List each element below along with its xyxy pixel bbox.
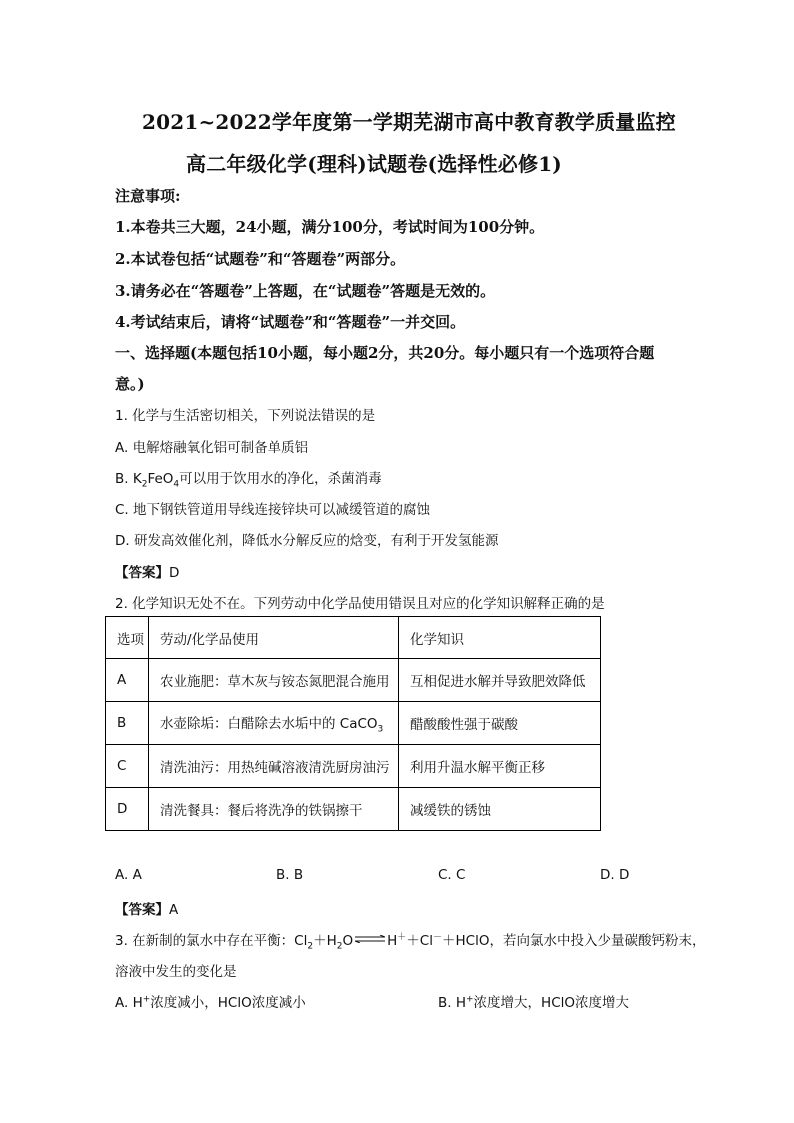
table-row bbox=[106, 788, 601, 831]
q3-stem-line2: 溶液中发生的变化是 bbox=[115, 964, 237, 980]
section1-heading-line2: 意。) bbox=[115, 375, 145, 393]
header-cell: 选项 bbox=[106, 617, 149, 659]
q2-answer: 【答案】A bbox=[115, 902, 179, 918]
title-line-1: 2021~2022学年度第一学期芜湖市高中教育教学质量监控 bbox=[142, 110, 676, 134]
notice-1: 1.本卷共三大题，24小题，满分100分，考试时间为100分钟。 bbox=[115, 218, 545, 236]
q1-option-a: A. 电解熔融氧化铝可制备单质铝 bbox=[115, 440, 309, 456]
notice-heading: 注意事项: bbox=[115, 187, 181, 205]
option-cell: B bbox=[106, 702, 149, 745]
q2-choice-a: A. A bbox=[115, 867, 142, 883]
table-row bbox=[106, 702, 601, 745]
usage-cell: 农业施肥：草木灰与铵态氮肥混合施用 bbox=[149, 659, 399, 702]
knowledge-cell: 醋酸酸性强于碳酸 bbox=[399, 702, 601, 745]
q1-answer: 【答案】D bbox=[115, 565, 180, 581]
equilibrium-arrow-icon bbox=[355, 935, 385, 943]
q3-stem-line1: 3. 在新制的氯水中存在平衡：$Cl_2+H_2O$ H＋＋Cl－＋HClO，若向氯水中投入少量碳酸钙粉末， bbox=[115, 932, 706, 952]
notice-2: 2.本试卷包括“试题卷”和“答题卷”两部分。 bbox=[115, 250, 406, 268]
q3-option-b: B. H+浓度增大，HClO浓度增大 bbox=[438, 994, 630, 1011]
knowledge-cell: 利用升温水解平衡正移 bbox=[399, 745, 601, 788]
notice-3: 3.请务必在“答题卷”上答题，在“试题卷”答题是无效的。 bbox=[115, 282, 496, 300]
q1-stem: 1. 化学与生活密切相关，下列说法错误的是 bbox=[115, 408, 376, 424]
usage-cell: 清洗餐具：餐后将洗净的铁锅擦干 bbox=[149, 788, 399, 831]
header-cell: 化学知识 bbox=[399, 617, 601, 659]
knowledge-cell: 减缓铁的锈蚀 bbox=[399, 788, 601, 831]
q2-choice-d: D. D bbox=[600, 867, 630, 883]
q1-option-b: B. $K_2FeO_4$可以用于饮用水的净化，杀菌消毒 bbox=[115, 471, 382, 490]
q2-choice-c: C. C bbox=[438, 867, 466, 883]
title-line-2: 高二年级化学(理科)试题卷(选择性必修1) bbox=[186, 152, 562, 176]
usage-cell: 清洗油污：用热纯碱溶液清洗厨房油污 bbox=[149, 745, 399, 788]
q2-choice-b: B. B bbox=[276, 867, 304, 883]
q2-table bbox=[105, 616, 601, 831]
q1-option-c: C. 地下钢铁管道用导线连接锌块可以减缓管道的腐蚀 bbox=[115, 502, 431, 518]
header-cell: 劳动/化学品使用 bbox=[149, 617, 399, 659]
usage-cell: 水壶除垢：白醋除去水垢中的 CaCO$_3$ bbox=[149, 702, 399, 745]
table-row bbox=[106, 659, 601, 702]
notice-4: 4.考试结束后，请将“试题卷”和“答题卷”一并交回。 bbox=[115, 313, 466, 331]
table-header-row bbox=[106, 617, 601, 659]
table-row bbox=[106, 745, 601, 788]
option-cell: D bbox=[106, 788, 149, 831]
section1-heading-line1: 一、选择题(本题包括10小题，每小题2分，共20分。每小题只有一个选项符合题 bbox=[115, 344, 655, 362]
knowledge-cell: 互相促进水解并导致肥效降低 bbox=[399, 659, 601, 702]
option-cell: A bbox=[106, 659, 149, 702]
option-cell: C bbox=[106, 745, 149, 788]
q2-stem: 2. 化学知识无处不在。下列劳动中化学品使用错误且对应的化学知识解释正确的是 bbox=[115, 596, 605, 612]
q1-option-d: D. 研发高效催化剂，降低水分解反应的焓变，有利于开发氢能源 bbox=[115, 533, 499, 549]
q3-option-a: A. H+浓度减小，HClO浓度减小 bbox=[115, 994, 306, 1011]
